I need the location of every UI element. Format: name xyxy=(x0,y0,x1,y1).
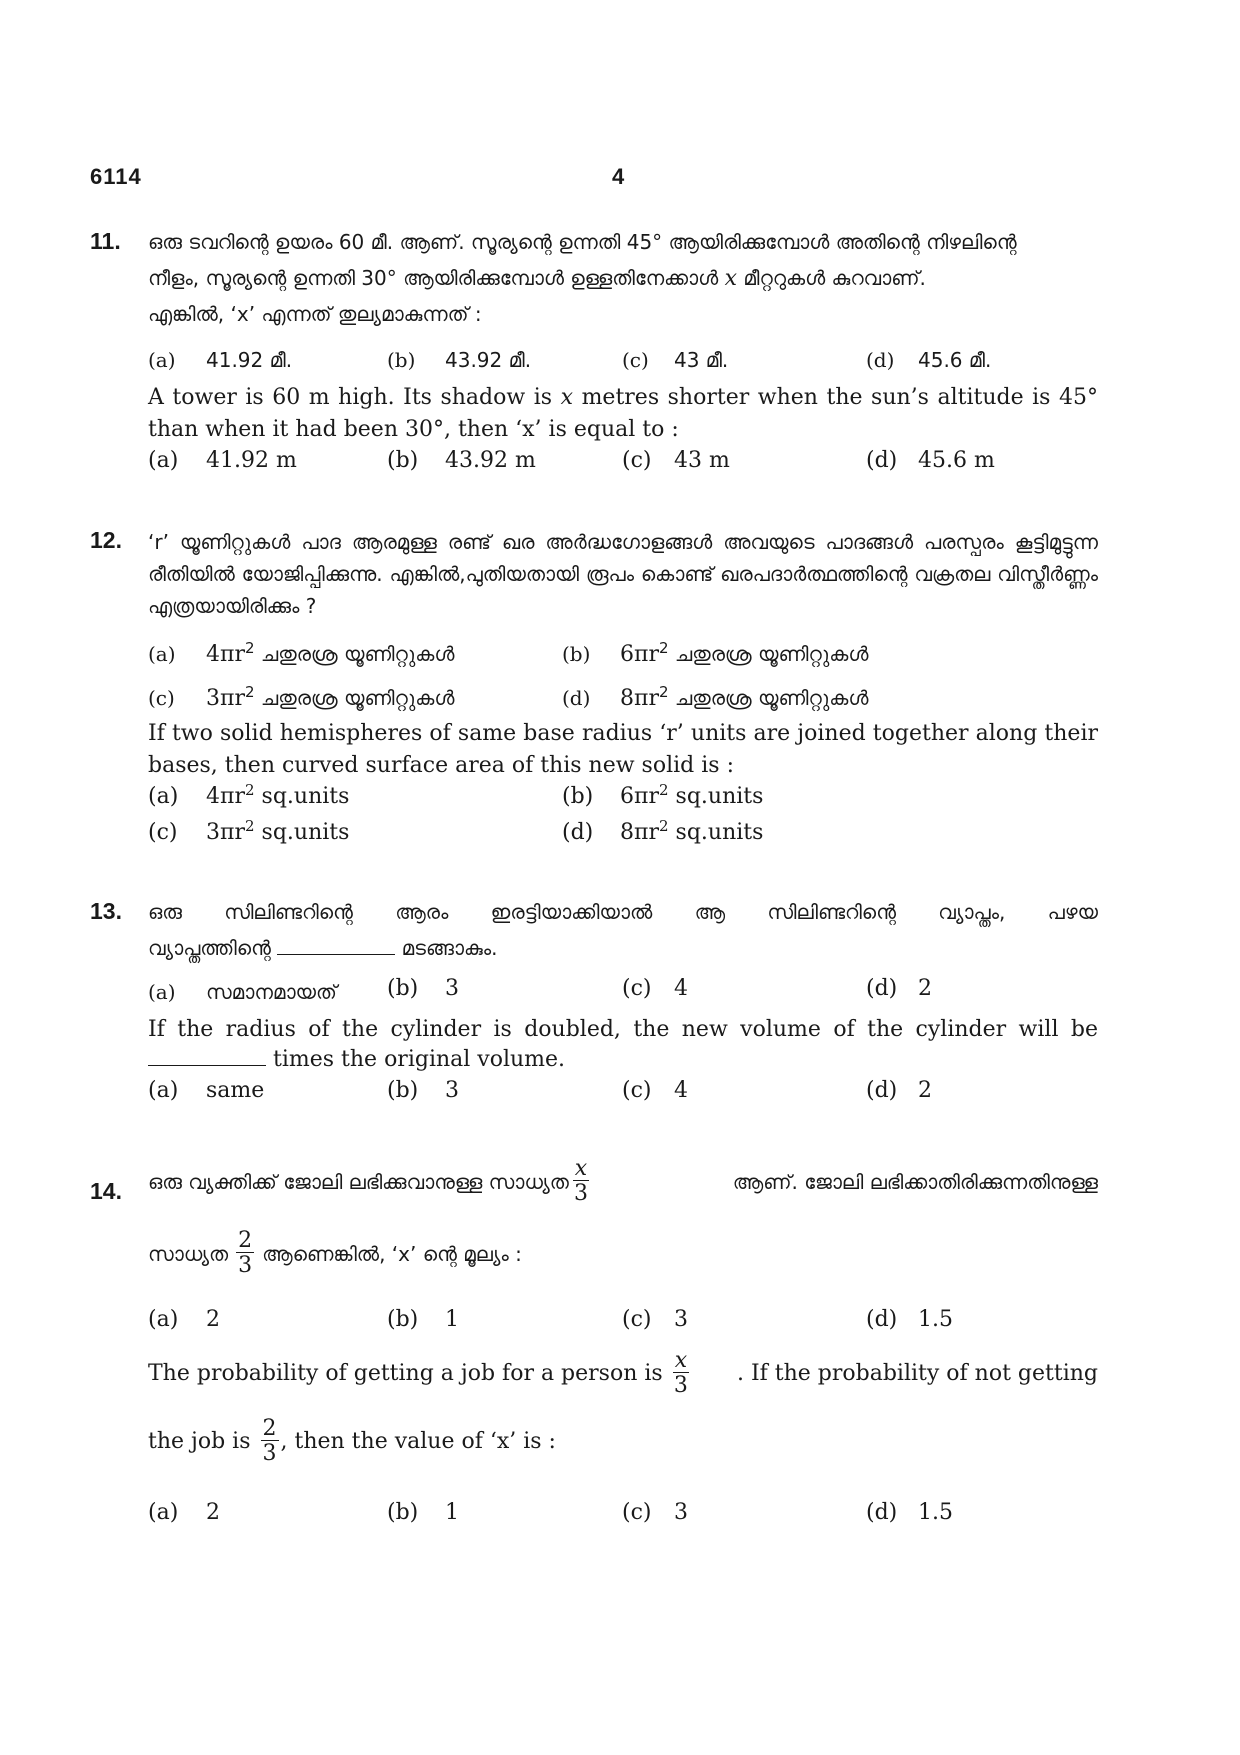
q13-en-option-c: (c) 4 xyxy=(622,1078,688,1103)
q14-en-option-d: (d) 1.5 xyxy=(866,1500,953,1525)
q11-en-option-a: (a) 41.92 m xyxy=(148,448,297,473)
q14-ml-fraction-2-over-3: $\frac{2}{3}$ xyxy=(238,1228,253,1278)
q14-en-option-c: (c) 3 xyxy=(622,1500,688,1525)
q13-ml-option-a: (a) സമാനമായത് xyxy=(148,980,337,1004)
q14-ml-option-a: (a) 2 xyxy=(148,1307,220,1332)
q13-en-option-d: (d) 2 xyxy=(866,1078,932,1103)
q14-english-line-2: the job is $\frac{2}{3}$ , then the value of ‘x’ is : xyxy=(148,1416,556,1466)
q13-english-line-2: times the original volume. xyxy=(148,1044,1098,1076)
q12-ml-option-b: (b) $6\pi r^2$ ചതുരശ്ര യൂണിറ്റുകൾ xyxy=(562,639,869,667)
question-number-13: 13. xyxy=(90,898,122,924)
q11-english-text: A tower is 60 m high. Its shadow is x metres shorter when the sun’s altitude is 45° than when it had been 30°, then ‘x’ is equal to : xyxy=(148,385,1098,442)
question-number-12: 12. xyxy=(90,527,122,553)
q13-ml-option-c: (c) 4 xyxy=(622,976,688,1001)
q12-ml-option-a: (a) $4\pi r^2$ ചതുരശ്ര യൂണിറ്റുകൾ xyxy=(148,639,455,667)
q14-english-line-1: The probability of getting a job for a person is $\frac{x}{3}$ . If the probability of not getting xyxy=(148,1348,1098,1398)
q11-malayalam-line-3: എങ്കിൽ, ‘x’ എന്നത് തുല്യമാകുന്നത് : xyxy=(148,302,482,326)
q14-ml-option-d: (d) 1.5 xyxy=(866,1307,953,1332)
q12-en-option-d: (d) $8\pi r^2$ sq.units xyxy=(562,817,764,845)
q13-en-option-a: (a) same xyxy=(148,1078,265,1103)
q12-english-text: If two solid hemispheres of same base radius ‘r’ units are joined together along their bases, then curved surface area of this new solid is : xyxy=(148,721,1098,778)
q11-malayalam-line-2a: നീളം, സൂര്യന്റെ ഉന്നതി 30° ആയിരിക്കുമ്പോൾ ഉള്ളതിനേക്കാൾ xyxy=(148,266,719,290)
q11-malayalam-line-2 xyxy=(148,262,1098,295)
q11-malayalam-line-1: ഒരു ടവറിന്റെ ഉയരം 60 മീ. ആണ്. സൂര്യന്റെ ഉന്നതി 45° ആയിരിക്കുമ്പോൾ അതിന്റെ നിഴലിന്റെ xyxy=(148,230,1017,254)
q13-ml-blank xyxy=(277,936,395,955)
q13-malayalam-line-2: വ്യാപ്തത്തിന്റെ മടങ്ങാകും. xyxy=(148,936,498,960)
q14-en-fraction-2-over-3: $\frac{2}{3}$ xyxy=(262,1416,277,1466)
q11-ml-option-b: (b) 43.92 മീ. xyxy=(387,348,532,372)
q12-en-option-b: (b) $6\pi r^2$ sq.units xyxy=(562,781,764,809)
q12-en-option-a: (a) $4\pi r^2$ sq.units xyxy=(148,781,350,809)
q11-malayalam-line-2b: മീറ്ററുകൾ കുറവാണ്. xyxy=(743,266,926,290)
q14-ml-option-b: (b) 1 xyxy=(387,1307,459,1332)
q13-en-option-b: (b) 3 xyxy=(387,1078,459,1103)
q11-ml-option-c: (c) 43 മീ. xyxy=(622,348,729,372)
q12-en-option-c: (c) $3\pi r^2$ sq.units xyxy=(148,817,350,845)
q14-en-fraction-x-over-3: $\frac{x}{3}$ xyxy=(673,1348,688,1398)
q14-malayalam-line-1: ഒരു വ്യക്തിക്ക് ജോലി ലഭിക്കുവാനുള്ള സാധ്യത $\frac{x}{3}$ ആണ്. ജോലി ലഭിക്കാതിരിക്കുന്നതിനുള്ള xyxy=(148,1156,1098,1206)
question-number-14: 14. xyxy=(90,1178,122,1204)
q11-en-option-d: (d) 45.6 m xyxy=(866,448,995,473)
q12-ml-option-d: (d) $8\pi r^2$ ചതുരശ്ര യൂണിറ്റുകൾ xyxy=(562,683,869,711)
q14-en-option-b: (b) 1 xyxy=(387,1500,459,1525)
q12-ml-option-c: (c) $3\pi r^2$ ചതുരശ്ര യൂണിറ്റുകൾ xyxy=(148,683,455,711)
q11-ml-option-d: (d) 45.6 മീ. xyxy=(866,348,992,372)
q13-ml-option-d: (d) 2 xyxy=(866,976,932,1001)
q12-malayalam-text: ‘r’ യൂണിറ്റുകൾ പാദ ആരമുള്ള രണ്ട് ഖര അർദ്ധഗോളങ്ങൾ അവയുടെ പാദങ്ങൾ പരസ്പരം കൂട്ടിമുട്ടുന്ന രീതിയിൽ യോജിപ്പിക്കുന്നു. എങ്കിൽ,പുതിയതായി രൂപം കൊണ്ട് ഖരപദാർത്ഥത്തിന്റെ വക്രതല വിസ്തീർണ്ണം എത്രയായിരിക്കും ? xyxy=(148,530,1098,618)
q13-en-blank xyxy=(148,1047,266,1066)
q13-english-line-1: If the radius of the cylinder is doubled, the new volume of the cylinder will be xyxy=(148,1017,1098,1042)
q11-ml-option-a: (a) 41.92 മീ. xyxy=(148,348,293,372)
question-number-11: 11. xyxy=(90,228,121,254)
q14-ml-fraction-x-over-3: $\frac{x}{3}$ xyxy=(574,1156,588,1206)
q13-malayalam-line-1: ഒരു സിലിണ്ടറിന്റെ ആരം ഇരട്ടിയാക്കിയാൽ ആ സിലിണ്ടറിന്റെ വ്യാപ്തം, പഴയ xyxy=(148,900,1098,924)
q11-en-option-b: (b) 43.92 m xyxy=(387,448,536,473)
paper-code: 6114 xyxy=(90,164,142,189)
page-number: 4 xyxy=(612,164,625,189)
q11-en-variable-x: x xyxy=(560,385,574,410)
q14-ml-option-c: (c) 3 xyxy=(622,1307,688,1332)
q14-en-option-a: (a) 2 xyxy=(148,1500,220,1525)
q11-variable-x: x xyxy=(724,266,737,291)
q11-en-option-c: (c) 43 m xyxy=(622,448,730,473)
q14-malayalam-line-2: സാധ്യത $\frac{2}{3}$ ആണെങ്കിൽ, ‘x’ ന്റെ മൂല്യം : xyxy=(148,1228,522,1278)
q13-ml-option-b: (b) 3 xyxy=(387,976,459,1001)
